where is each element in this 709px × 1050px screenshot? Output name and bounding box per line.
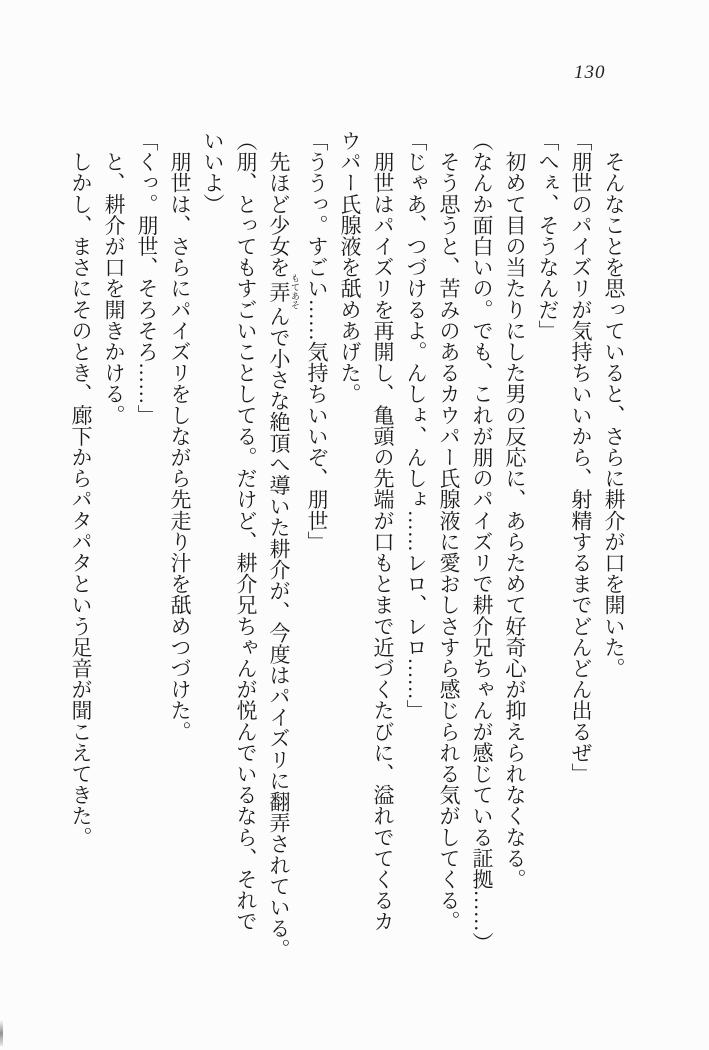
text-column: （朋、とってもすごいことしてる。だけど、耕介兄ちゃんが悦んでいるなら、それで	[234, 130, 258, 932]
text-column: 朋世はパイズリを再開し、亀頭の先端が口もとまで近づくたびに、溢れでてくるカ	[371, 130, 395, 932]
text-column: 「くっ。朋世、そろそろ……」	[135, 130, 159, 426]
ruby-annotation: 弄 もてあそ	[267, 273, 300, 310]
text-column: 「じゃあ、つづけるよ。んしょ、んしょ……レロ、レロ……」	[404, 130, 428, 721]
text-column: 初めて目の当たりにした男の反応に、あらためて好奇心が抑えられなくなる。	[503, 130, 527, 890]
text-column: 「ううっ。すごい……気持ちいいぞ、朋世」	[305, 130, 329, 552]
text-column: そんなことを思っていると、さらに耕介が口を開いた。	[602, 130, 626, 679]
text-column: しかし、まさにそのとき、廊下からパタパタという足音が聞こえてきた。	[69, 130, 93, 848]
text-column: 「へぇ、そうなんだ」	[536, 130, 560, 341]
text-column: 「朋世のパイズリが気持ちいいから、射精するまでどんどん出るぜ」	[569, 130, 593, 785]
text-column: と、耕介が口を開きかける。	[102, 130, 126, 426]
text-column: （なんか面白いの。でも、これが朋のパイズリで耕介兄ちゃんが感じている証拠……）	[470, 130, 494, 953]
text-column: ウパー氏腺液を舐めあげた。	[338, 130, 362, 405]
page-number: 130	[574, 62, 606, 83]
text-column: 朋世は、さらにパイズリをしながら先走り汁を舐めつづけた。	[168, 130, 192, 742]
text-column: そう思うと、苦みのあるカウパー氏腺液に愛おしさすら感じられる気がしてくる。	[437, 130, 461, 932]
text-block	[64, 130, 630, 962]
text-column: 先ほど少女を弄 もてあそんで小さな絶頂へ導いた耕介が、今度はパイズリに翻弄されている。	[267, 130, 300, 960]
text-column: いいよ）	[201, 130, 225, 215]
scan-edge-artifact	[0, 1020, 3, 1046]
